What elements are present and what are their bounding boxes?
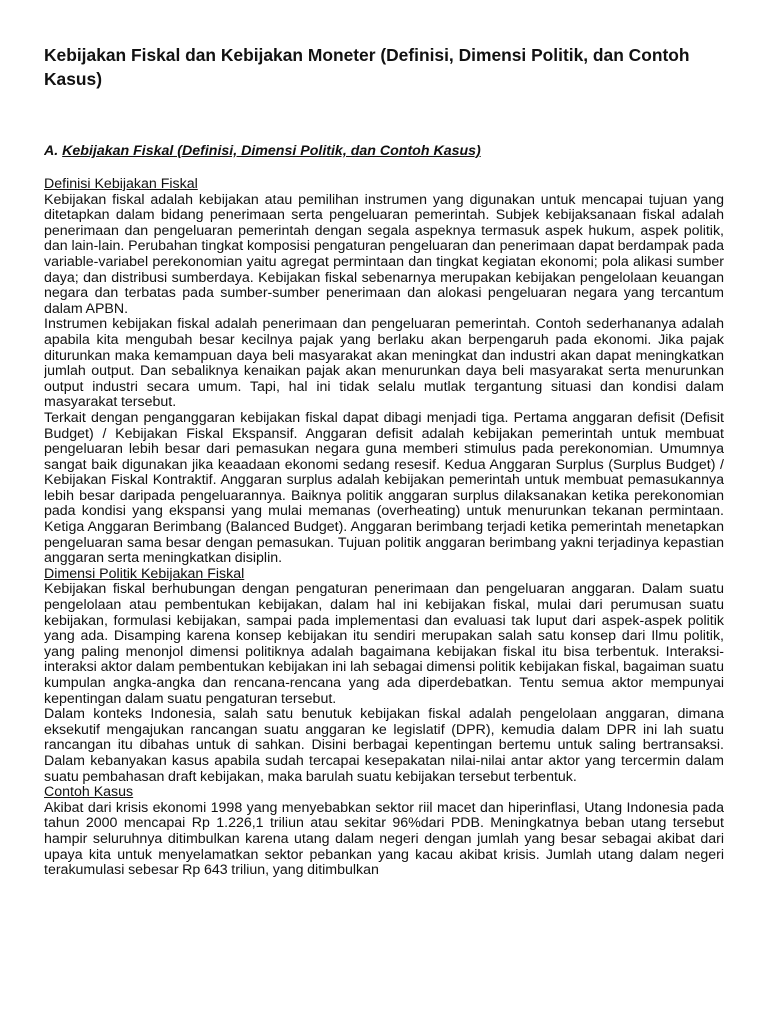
section-a-heading <box>44 141 724 161</box>
subheading-definisi: Definisi Kebijakan Fiskal <box>44 176 198 192</box>
paragraph-contoh-1: Akibat dari krisis ekonomi 1998 yang menyebabkan sektor riil macet dan hiperinflasi, Utang Indonesia pada tahun 2000 mencapai Rp 1.226,1 triliun atau sekitar 96%dari PDB. Meningkatnya beban utang tersebut hampir seluruhnya ditimbulkan karena utang dalam negeri dengan jumlah yang besar sebagai akibat dari upaya kita untuk menyelamatkan sektor pebankan yang kacau akibat krisis. Jumlah utang dalam negeri terakumulasi sebesar Rp 643 triliun, yang ditimbulkan <box>44 799 724 879</box>
paragraph-dimensi-2: Dalam konteks Indonesia, salah satu benutuk kebijakan fiskal adalah pengelolaan anggaran, dimana eksekutif mengajukan rancangan suatu anggaran ke legislatif (DPR), kemudia dalam DPR ini lah suatu rancangan itu dibahas untuk di sahkan. Disini berbagai kepentingan bertemu untuk saling bertransaksi. Dalam kebanyakan kasus apabila sudah tercapai kesepakatan nilai-nilai antar aktor yang tercermin dalam suatu pembahasan draft kebijakan, maka barulah suatu kebijakan tersebut terbentuk. <box>44 706 724 785</box>
subheading-contoh: Contoh Kasus <box>44 784 134 801</box>
paragraph-definisi-3: Terkait dengan penganggaran kebijakan fiskal dapat dibagi menjadi tiga. Pertama anggaran defisit (Defisit Budget) / Kebijakan Fiskal Ekspansif. Anggaran defisit adalah kebijakan pemerintah untuk membuat pengeluaran lebih besar dari pemasukan negara guna memberi stimulus pada perekonomian. Umumnya sangat baik digunakan jika keaadaan ekonomi sedang resesif. Kedua Anggaran Surplus (Surplus Budget) / Kebijakan Fiskal Kontraktif. Anggaran surplus adalah kebijakan pemerintah untuk membuat pemasukannya lebih besar daripada pengeluarannya. Baiknya politik anggaran surplus dilaksanakan ketika perekonomian pada kondisi yang ekspansi yang mulai memanas (overheating) untuk menurunkan tekanan permintaan. Ketiga Anggaran Berimbang (Balanced Budget). Anggaran berimbang terjadi ketika pemerintah menetapkan pengeluaran sama besar dengan pemasukan. Tujuan politik anggaran berimbang yakni terjadinya kepastian anggaran serta meningkatkan disiplin. <box>44 409 724 567</box>
paragraph-definisi-1: Kebijakan fiskal adalah kebijakan atau pemilihan instrumen yang digunakan untuk mencapai tujuan yang ditetapkan dalam bidang penerimaan serta pengeluaran pemerintah. Subjek kebijaksanaan fiskal adalah penerimaan dan pengeluaran pemerintah dengan segala aspeknya termasuk aspek hukum, aspek politik, dan lain-lain. Perubahan tingkat komposisi pengaturan pengeluaran dan penerimaan dapat berdampak pada variable-variabel perekonomian yaitu agregat permintaan dan tingkat kegiatan ekonomi; pola alikasi sumber daya; dan distribusi sumberdaya. Kebijakan fiskal sebenarnya merupakan kebijakan pengelolaan keuangan negara dan terbatas pada sumber-sumber penerimaan dan alokasi pengeluaran negara yang tercantum dalam APBN. <box>44 191 724 317</box>
paragraph-dimensi-1: Kebijakan fiskal berhubungan dengan pengaturan penerimaan dan pengeluaran anggaran. Dalam suatu pengelolaan atau pembentukan kebijakan, dalam hal ini kebijakan fiskal, mulai dari perumusan suatu kebijakan, formulasi kebijakan, sampai pada implementasi dan evaluasi tak luput dari aspek-aspek politik yang ada. Disamping karena konsep kebijakan itu sendiri merupakan salah satu konsep dari Ilmu politik, yang paling menonjol dimensi politiknya adalah bagaimana kebijakan fiskal itu bisa terbentuk. Interaksi-interaksi aktor dalam pembentukan kebijakan ini lah sebagai dimensi politik kebijakan fiskal, bagaiman suatu kumpulan angka-angka dan rencana-rencana yang ada diperdebatkan. Tentu semua aktor mempunyai kepentingan dalam suatu pengaturan tersebut. <box>44 581 724 707</box>
document-page <box>44 0 724 1024</box>
section-a-prefix: A. <box>44 143 63 159</box>
document-title: Kebijakan Fiskal dan Kebijakan Moneter (Definisi, Dimensi Politik, dan Contoh Kasus) <box>44 45 690 89</box>
paragraph-definisi-2: Instrumen kebijakan fiskal adalah penerimaan dan pengeluaran pemerintah. Contoh sederhananya adalah apabila kita mengubah besar kecilnya pajak yang berlaku akan berpengaruh pada ekonomi. Jika pajak diturunkan maka kemampuan daya beli masyarakat akan meningkat dan industri akan dapat meningkatkan jumlah output. Dan sebaliknya kenaikan pajak akan menurunkan daya beli masyarakat serta menurunkan output industri secara umum. Tapi, hal ini tidak selalu mutlak tergantung situasi dan kondisi dalam masyarakat tersebut. <box>44 316 724 411</box>
section-a-title: Kebijakan Fiskal (Definisi, Dimensi Politik, dan Contoh Kasus) <box>62 143 481 159</box>
subheading-dimensi: Dimensi Politik Kebijakan Fiskal <box>44 565 245 582</box>
document-body <box>44 177 724 879</box>
